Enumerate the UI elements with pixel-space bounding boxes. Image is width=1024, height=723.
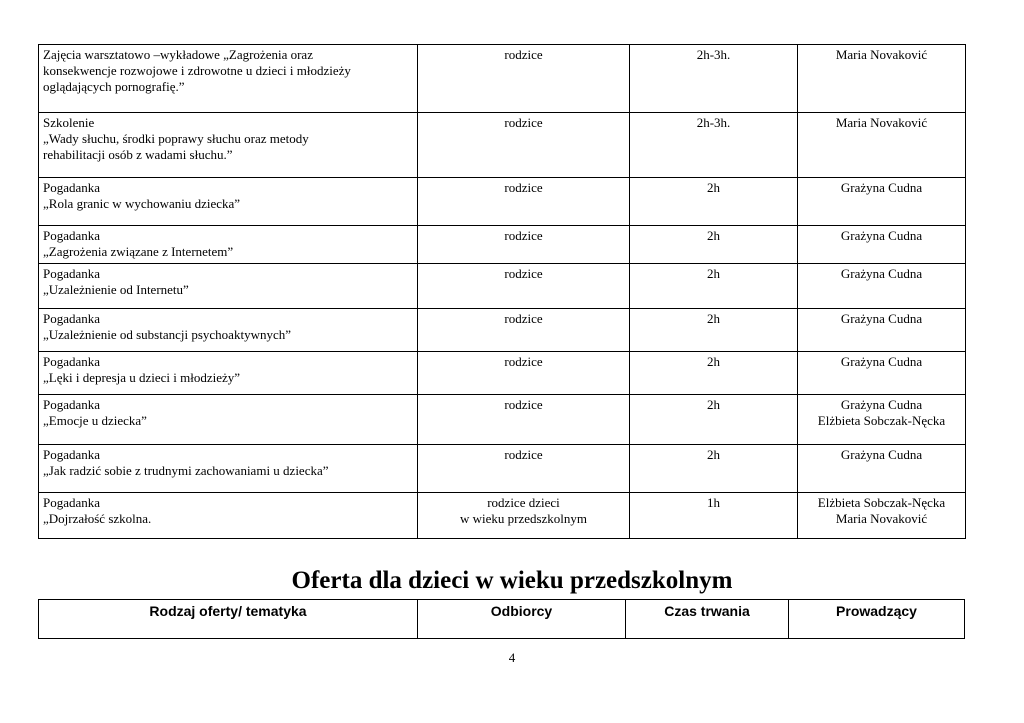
topic-cell-line: „Zagrożenia związane z Internetem” bbox=[43, 244, 234, 259]
leaders-cell-line: Grażyna Cudna bbox=[840, 311, 923, 326]
table-row bbox=[39, 309, 966, 352]
recipients-cell-line: rodzice dzieci bbox=[487, 495, 560, 510]
topic-cell-line: konsekwencje rozwojowe i zdrowotne u dzieci i młodzieży bbox=[43, 63, 351, 78]
recipients-cell-line: rodzice bbox=[504, 180, 543, 195]
recipients-cell bbox=[418, 352, 630, 395]
recipients-cell-line: w wieku przedszkolnym bbox=[459, 511, 588, 526]
topic-cell-line: „Uzależnienie od substancji psychoaktywnych” bbox=[43, 327, 291, 342]
page-number: 4 bbox=[508, 650, 516, 665]
topic-cell-line: Pogadanka bbox=[43, 180, 101, 195]
recipients-cell bbox=[418, 226, 630, 264]
leaders-cell bbox=[798, 493, 966, 539]
leaders-cell-line: Maria Novaković bbox=[835, 47, 928, 62]
duration-cell-line: 2h-3h. bbox=[696, 47, 731, 62]
recipients-cell bbox=[418, 178, 630, 226]
duration-cell bbox=[630, 113, 798, 178]
recipients-cell-line: rodzice bbox=[504, 228, 543, 243]
topic-cell bbox=[39, 309, 418, 352]
leaders-cell bbox=[798, 113, 966, 178]
duration-cell bbox=[630, 178, 798, 226]
table-row bbox=[39, 493, 966, 539]
table-row bbox=[39, 45, 966, 113]
topic-cell-line: Pogadanka bbox=[43, 266, 101, 281]
duration-cell bbox=[630, 352, 798, 395]
topic-cell-line: oglądających pornografię.” bbox=[43, 79, 185, 94]
leaders-cell bbox=[798, 264, 966, 309]
leaders-cell-line: Elżbieta Sobczak-Nęcka bbox=[817, 413, 946, 428]
leaders-cell bbox=[798, 309, 966, 352]
header-recipients: Odbiorcy bbox=[418, 600, 626, 639]
recipients-cell bbox=[418, 113, 630, 178]
duration-cell-line: 2h bbox=[707, 447, 720, 462]
recipients-cell bbox=[418, 493, 630, 539]
topic-cell bbox=[39, 264, 418, 309]
leaders-cell-line: Grażyna Cudna bbox=[840, 266, 923, 281]
topic-cell-line: Pogadanka bbox=[43, 495, 101, 510]
offer-table-parents bbox=[38, 44, 966, 539]
offer-table-body bbox=[39, 45, 966, 539]
topic-cell bbox=[39, 113, 418, 178]
topic-cell-line: „Lęki i depresja u dzieci i młodzieży” bbox=[43, 370, 241, 385]
header-topic: Rodzaj oferty/ tematyka bbox=[39, 600, 418, 639]
recipients-cell-line: rodzice bbox=[504, 47, 543, 62]
topic-cell bbox=[39, 352, 418, 395]
topic-cell-line: „Uzależnienie od Internetu” bbox=[43, 282, 189, 297]
offer-table-preschool bbox=[38, 599, 965, 639]
topic-cell bbox=[39, 493, 418, 539]
duration-cell-line: 2h bbox=[707, 228, 720, 243]
table-row bbox=[39, 264, 966, 309]
topic-cell bbox=[39, 445, 418, 493]
leaders-cell-line: Grażyna Cudna bbox=[840, 397, 923, 412]
recipients-cell bbox=[418, 309, 630, 352]
header-duration: Czas trwania bbox=[626, 600, 789, 639]
recipients-cell-line: rodzice bbox=[504, 266, 543, 281]
leaders-cell-line: Grażyna Cudna bbox=[840, 228, 923, 243]
duration-cell bbox=[630, 226, 798, 264]
topic-cell bbox=[39, 395, 418, 445]
duration-cell bbox=[630, 309, 798, 352]
duration-cell bbox=[630, 445, 798, 493]
leaders-cell-line: Grażyna Cudna bbox=[840, 354, 923, 369]
topic-cell-line: „Dojrzałość szkolna. bbox=[43, 511, 152, 526]
leaders-cell bbox=[798, 178, 966, 226]
duration-cell-line: 2h bbox=[707, 311, 720, 326]
recipients-cell bbox=[418, 395, 630, 445]
topic-cell-line: „Wady słuchu, środki poprawy słuchu oraz metody bbox=[43, 131, 309, 146]
recipients-cell bbox=[418, 45, 630, 113]
leaders-cell bbox=[798, 352, 966, 395]
leaders-cell-line: Grażyna Cudna bbox=[840, 180, 923, 195]
recipients-cell bbox=[418, 445, 630, 493]
leaders-cell-line: Maria Novaković bbox=[835, 115, 928, 130]
duration-cell bbox=[630, 395, 798, 445]
table-row bbox=[39, 113, 966, 178]
table-row bbox=[39, 226, 966, 264]
table-row bbox=[39, 445, 966, 493]
recipients-cell-line: rodzice bbox=[504, 447, 543, 462]
recipients-cell-line: rodzice bbox=[504, 115, 543, 130]
leaders-cell-line: Maria Novaković bbox=[835, 511, 928, 526]
recipients-cell bbox=[418, 264, 630, 309]
duration-cell-line: 2h bbox=[707, 266, 720, 281]
table-row bbox=[39, 352, 966, 395]
topic-cell-line: Pogadanka bbox=[43, 311, 101, 326]
leaders-cell bbox=[798, 226, 966, 264]
leaders-cell bbox=[798, 395, 966, 445]
section-title: Oferta dla dzieci w wieku przedszkolnym bbox=[291, 567, 733, 594]
topic-cell-line: Pogadanka bbox=[43, 447, 101, 462]
recipients-cell-line: rodzice bbox=[504, 311, 543, 326]
table-row bbox=[39, 178, 966, 226]
header-leaders: Prowadzący bbox=[789, 600, 965, 639]
topic-cell-line: Pogadanka bbox=[43, 228, 101, 243]
topic-cell-line: Pogadanka bbox=[43, 397, 101, 412]
recipients-cell-line: rodzice bbox=[504, 397, 543, 412]
recipients-cell-line: rodzice bbox=[504, 354, 543, 369]
topic-cell-line: „Rola granic w wychowaniu dziecka” bbox=[43, 196, 241, 211]
leaders-cell-line: Elżbieta Sobczak-Nęcka bbox=[817, 495, 946, 510]
header-row bbox=[39, 600, 965, 639]
topic-cell bbox=[39, 226, 418, 264]
duration-cell-line: 2h bbox=[707, 354, 720, 369]
topic-cell-line: Szkolenie bbox=[43, 115, 95, 130]
topic-cell-line: „Jak radzić sobie z trudnymi zachowaniami u dziecka” bbox=[43, 463, 329, 478]
leaders-cell bbox=[798, 45, 966, 113]
topic-cell-line: „Emocje u dziecka” bbox=[43, 413, 147, 428]
topic-cell-line: Pogadanka bbox=[43, 354, 101, 369]
duration-cell-line: 1h bbox=[707, 495, 720, 510]
topic-cell-line: rehabilitacji osób z wadami słuchu.” bbox=[43, 147, 233, 162]
duration-cell bbox=[630, 493, 798, 539]
duration-cell-line: 2h bbox=[707, 397, 720, 412]
table-row bbox=[39, 395, 966, 445]
duration-cell bbox=[630, 264, 798, 309]
duration-cell-line: 2h-3h. bbox=[696, 115, 731, 130]
topic-cell-line: Zajęcia warsztatowo –wykładowe „Zagrożenia oraz bbox=[43, 47, 313, 62]
leaders-cell-line: Grażyna Cudna bbox=[840, 447, 923, 462]
leaders-cell bbox=[798, 445, 966, 493]
duration-cell-line: 2h bbox=[707, 180, 720, 195]
duration-cell bbox=[630, 45, 798, 113]
topic-cell bbox=[39, 45, 418, 113]
topic-cell bbox=[39, 178, 418, 226]
